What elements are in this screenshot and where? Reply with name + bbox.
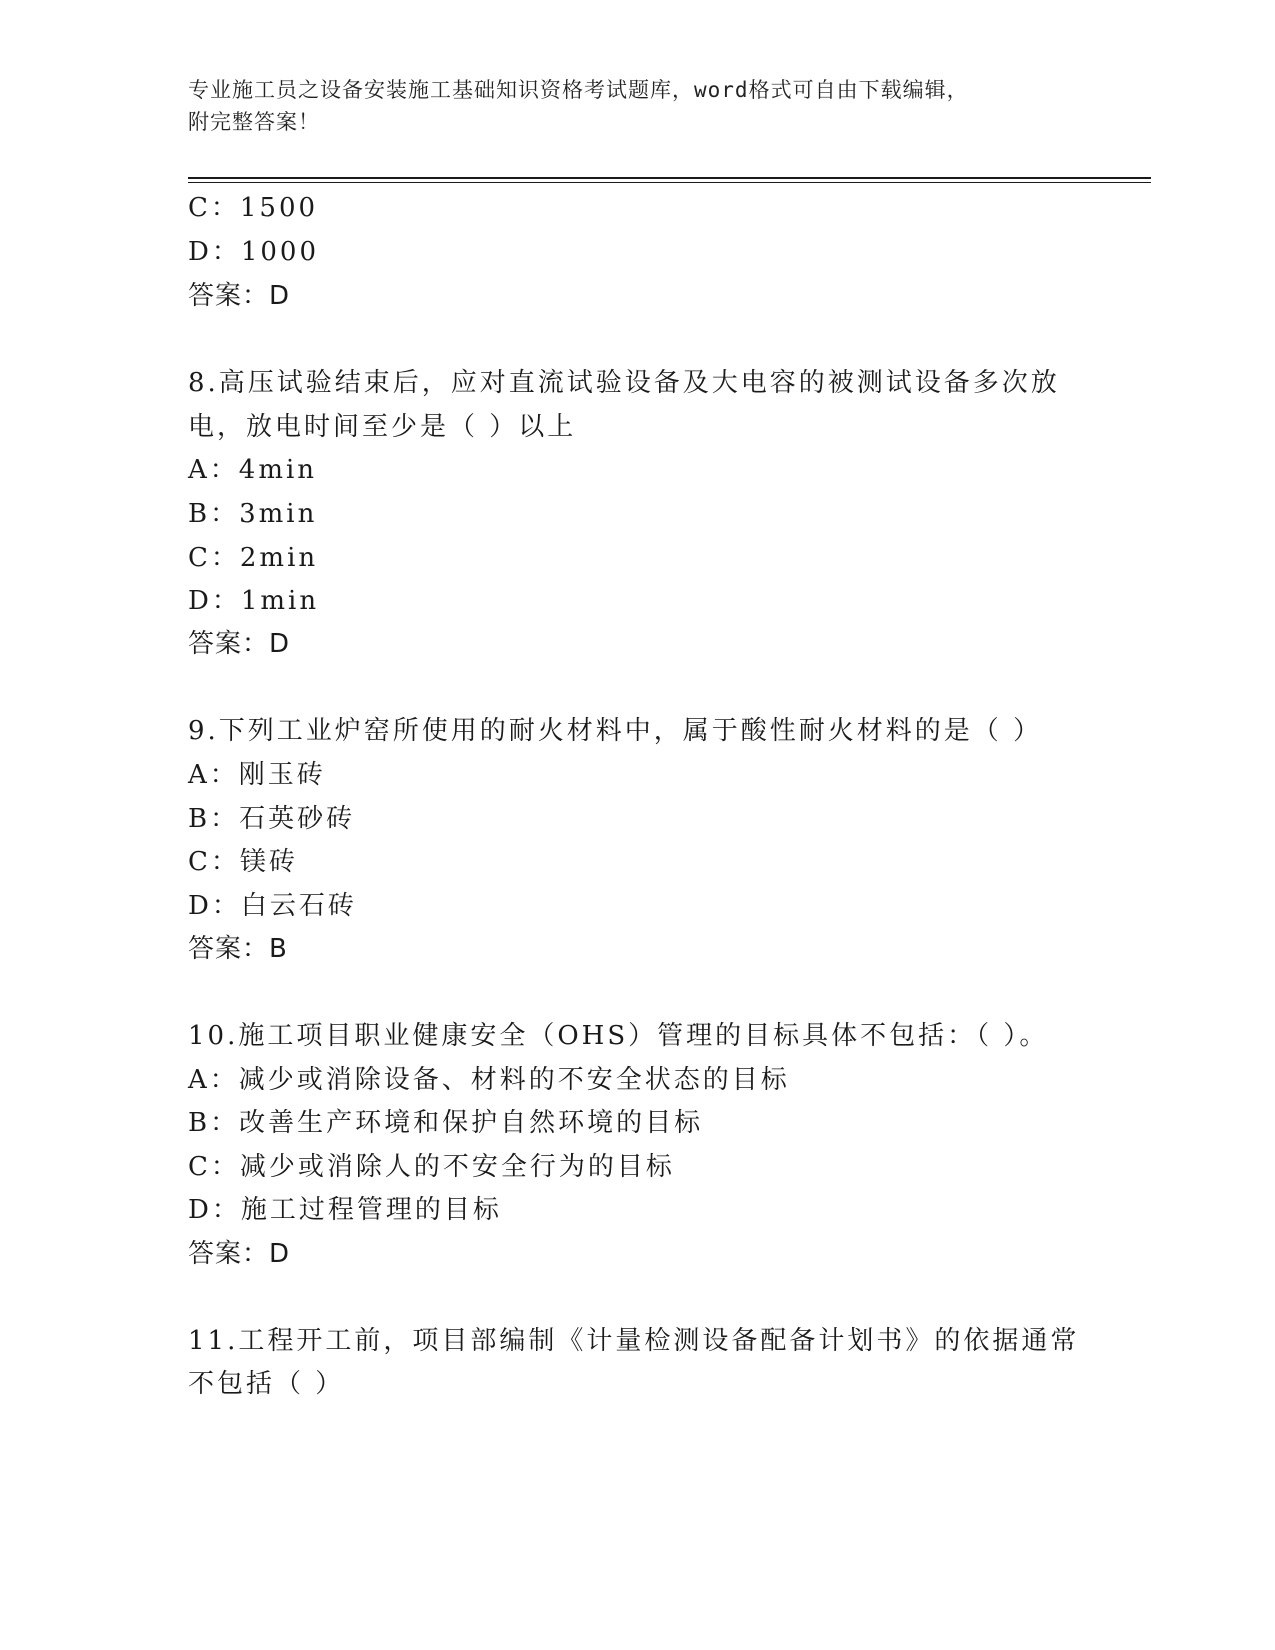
q9-option-a: A：刚玉砖 <box>188 760 326 790</box>
q7-answer: 答案：D <box>188 281 291 311</box>
q9-stem: 9.下列工业炉窑所使用的耐火材料中，属于酸性耐火材料的是（ ） <box>188 716 1043 746</box>
header-line-2: 附完整答案！ <box>188 110 320 134</box>
q10-answer: 答案：D <box>188 1239 291 1269</box>
q8-option-d: D：1min <box>188 586 320 616</box>
q10-stem: 10.施工项目职业健康安全（OHS）管理的目标具体不包括：（ ）。 <box>188 1021 1049 1051</box>
q8-option-a: A：4min <box>188 455 318 485</box>
q9-option-b: B：石英砂砖 <box>188 804 356 834</box>
q9-answer: 答案：B <box>188 934 288 964</box>
header-divider-thin <box>188 182 1151 183</box>
q8-answer: 答案：D <box>188 629 291 659</box>
q8-option-b: B：3min <box>188 499 318 529</box>
q10-option-c: C：减少或消除人的不安全行为的目标 <box>188 1152 675 1182</box>
header-line-1: 专业施工员之设备安装施工基础知识资格考试题库，word格式可自由下载编辑， <box>188 78 969 102</box>
q7-option-c: C：1500 <box>188 193 319 223</box>
q9-option-d: D：白云石砖 <box>188 891 357 921</box>
page-header <box>188 74 1088 138</box>
q11-stem-line-1: 11.工程开工前，项目部编制《计量检测设备配备计划书》的依据通常 <box>188 1326 1080 1356</box>
q8-stem-line-2: 电，放电时间至少是（ ）以上 <box>188 412 577 442</box>
q10-option-d: D：施工过程管理的目标 <box>188 1195 502 1225</box>
q11-stem-line-2: 不包括（ ） <box>188 1369 345 1399</box>
q7-option-d: D：1000 <box>188 237 320 267</box>
header-divider-thick <box>188 177 1151 179</box>
q10-option-a: A：减少或消除设备、材料的不安全状态的目标 <box>188 1065 790 1095</box>
q8-stem-line-1: 8.高压试验结束后，应对直流试验设备及大电容的被测试设备多次放 <box>188 368 1060 398</box>
q8-option-c: C：2min <box>188 543 319 573</box>
q10-option-b: B：改善生产环境和保护自然环境的目标 <box>188 1108 704 1138</box>
q9-option-c: C：镁砖 <box>188 847 298 877</box>
